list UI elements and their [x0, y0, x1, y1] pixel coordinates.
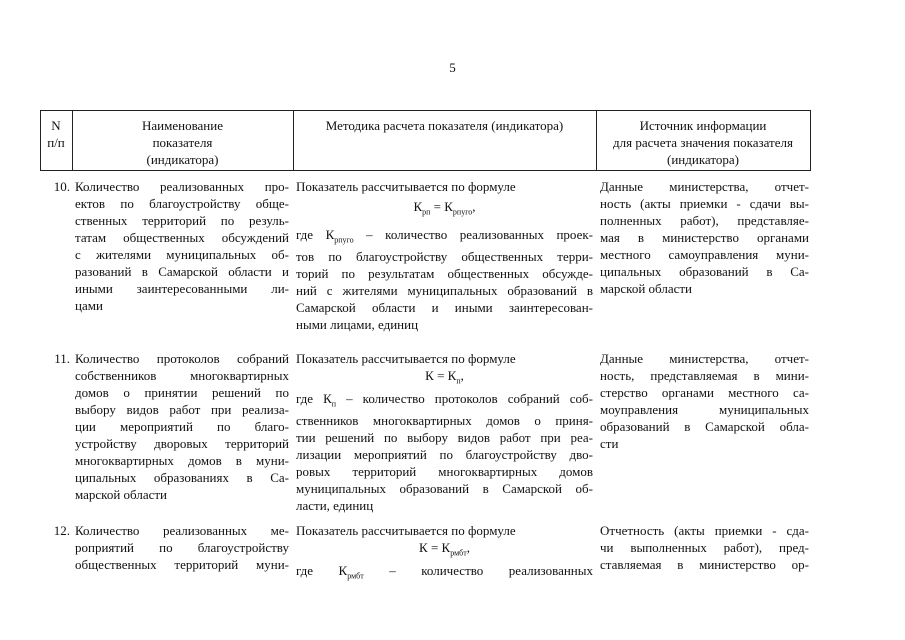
calculation-method: Показатель рассчитывается по формуле $К_{рп} = К_{рпуго}$, где $К_{рпуго}$ – количество реализованных проек- тов по благоустройству общественных терри- торий по результатам общественных обсужде- ний с жителями муниципальных образований в Самарской области и иными заинтересован- ными лицами, единиц: [296, 179, 593, 333]
header-divider: [810, 110, 811, 171]
calculation-method: Показатель рассчитывается по формуле $К = К_п$, где $К_п$ – количество протоколов собраний соб- ственников многоквартирных домов о приня- тии решений по выбору видов работ при реа- лизации мероприятий по благоустройству дво- ровых территорий многоквартирных домов муниципальных образований в Самарской об- ласти, единиц: [296, 351, 593, 514]
row-number: 11.: [54, 351, 70, 366]
header-col-method: Методика расчета показателя (индикатора): [325, 118, 564, 133]
information-source: Данные министерства, отчет- ность (акты приемки - сдачи вы- полненных работ), представляе- мая в министерство органами местного самоуправления муни- ципальных образований в Са- марской области: [600, 179, 809, 296]
formula: $К_{рп} = К_{рпуго}$,: [413, 199, 476, 217]
header-col-source: Источник информации для расчета значения показателя (индикатора): [613, 118, 793, 167]
information-source: Отчетность (акты приемки - сда- чи выполненных работ), пред- ставляемая в министерство ор-: [600, 523, 809, 572]
formula: $К = К_{рмбт}$,: [419, 540, 470, 558]
indicator-name: Количество реализованных ме- роприятий по благоустройству общественных территорий муни-: [75, 523, 289, 572]
indicator-name: Количество реализованных про- ектов по благоустройству обще- ственных территорий по резуль- татам общественных обсуждений с жителями муниципальных об- разований в Самарской области и иными заинтересованными ли- цами: [75, 179, 289, 313]
information-source: Данные министерства, отчет- ность, представляемая в мини- стерство органами местного са- моуправления муниципальных образований в Самарской обла- сти: [600, 351, 809, 451]
header-col-number: N п/п: [47, 118, 65, 150]
row-number: 12.: [53, 523, 70, 538]
header-bottom-border: [40, 170, 811, 171]
calculation-method: Показатель рассчитывается по формуле $К = К_{рмбт}$, где $К_{рмбт}$ – количество реализованных: [296, 523, 593, 581]
header-top-border: [40, 110, 811, 111]
row-number: 10.: [53, 179, 70, 194]
page-number: 5: [449, 60, 456, 75]
indicator-name: Количество протоколов собраний собственников многоквартирных домов о принятии решений по выбору видов работ при реализа- ции мероприятий по благо- устройству дворовых территорий многоквартирных домов в муни- ципальных образованиях в Са- марской области: [75, 351, 289, 502]
header-col-name: Наименование показателя (индикатора): [142, 118, 223, 167]
formula: $К = К_п$,: [425, 368, 464, 386]
